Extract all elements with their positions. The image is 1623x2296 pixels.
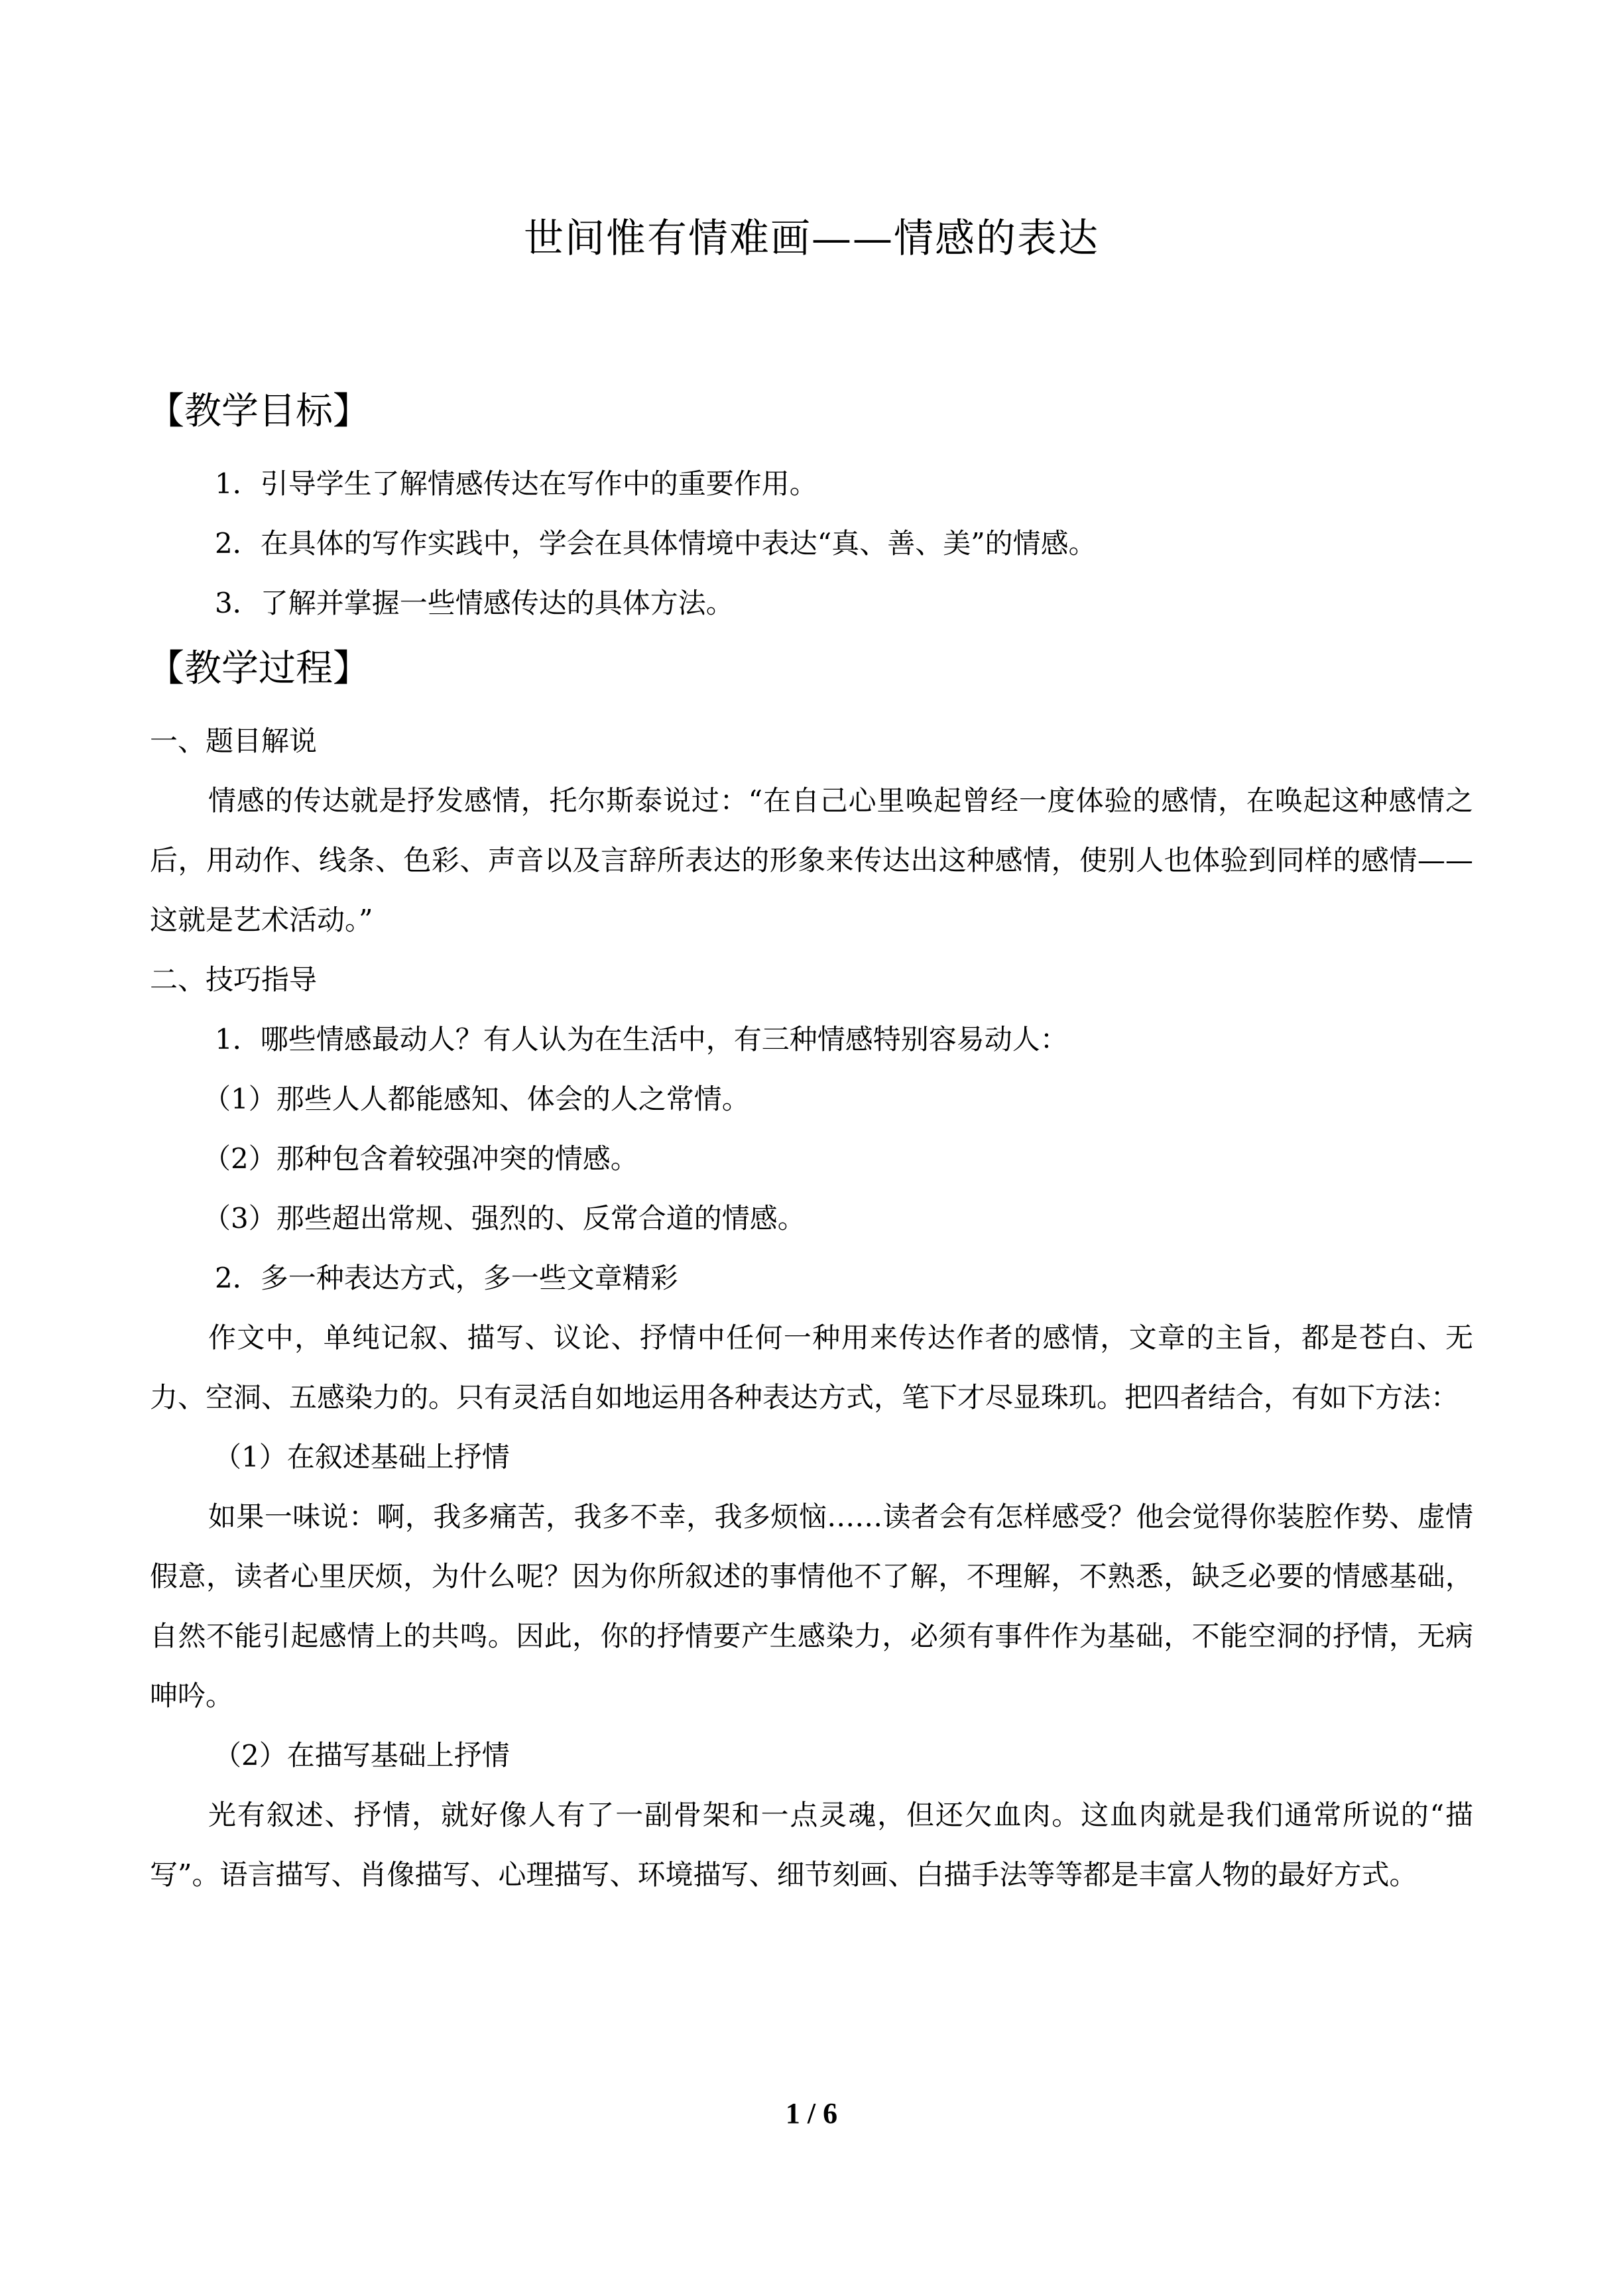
list-item: （3）那些超出常规、强烈的、反常合道的情感。 <box>203 1202 806 1235</box>
method-title: （2）在描写基础上抒情 <box>213 1739 510 1772</box>
goal-item: 1．引导学生了解情感传达在写作中的重要作用。 <box>215 467 817 500</box>
goal-item: 3．了解并掌握一些情感传达的具体方法。 <box>215 587 734 619</box>
list-heading: 2．多一种表达方式，多一些文章精彩 <box>215 1262 678 1294</box>
document-title: 世间惟有情难画——情感的表达 <box>524 215 1099 262</box>
list-heading: 1．哪些情感最动人？有人认为在生活中，有三种情感特别容易动人： <box>215 1023 1068 1056</box>
subsection-title: 二、技巧指导 <box>150 963 318 996</box>
document-body <box>147 381 1473 1905</box>
paragraph: 作文中，单纯记叙、描写、议论、抒情中任何一种用来传达作者的感情，文章的主旨，都是苍白、无力、空洞、五感染力的。只有灵活自如地运用各种表达方式，笔下才尽显珠玑。把四者结合，有如下方法： <box>150 1321 1473 1414</box>
page-number: 1 / 6 <box>785 2097 838 2130</box>
section-heading-process: 【教学过程】 <box>147 647 370 690</box>
list-item: （1）那些人人都能感知、体会的人之常情。 <box>203 1083 750 1115</box>
list-item: （2）那种包含着较强冲突的情感。 <box>203 1142 638 1175</box>
method-title: （1）在叙述基础上抒情 <box>213 1441 510 1473</box>
paragraph: 光有叙述、抒情，就好像人有了一副骨架和一点灵魂，但还欠血肉。这血肉就是我们通常所说的“描写”。语言描写、肖像描写、心理描写、环境描写、细节刻画、白描手法等等都是丰富人物的最好方式。 <box>150 1799 1473 1891</box>
subsection-title: 一、题目解说 <box>150 725 318 757</box>
paragraph: 情感的传达就是抒发感情，托尔斯泰说过：“在自己心里唤起曾经一度体验的感情，在唤起这种感情之后，用动作、线条、色彩、声音以及言辞所表达的形象来传达出这种感情，使别人也体验到同样的感情——这就是艺术活动。” <box>150 784 1473 936</box>
paragraph: 如果一味说：啊，我多痛苦，我多不幸，我多烦恼……读者会有怎样感受？他会觉得你装腔作势、虚情假意，读者心里厌烦，为什么呢？因为你所叙述的事情他不了解，不理解，不熟悉，缺乏必要的情感基础，自然不能引起感情上的共鸣。因此，你的抒情要产生感染力，必须有事件作为基础，不能空洞的抒情，无病呻吟。 <box>150 1500 1473 1712</box>
goal-item: 2．在具体的写作实践中，学会在具体情境中表达“真、善、美”的情感。 <box>215 527 1097 560</box>
section-heading-goals: 【教学目标】 <box>147 390 370 433</box>
